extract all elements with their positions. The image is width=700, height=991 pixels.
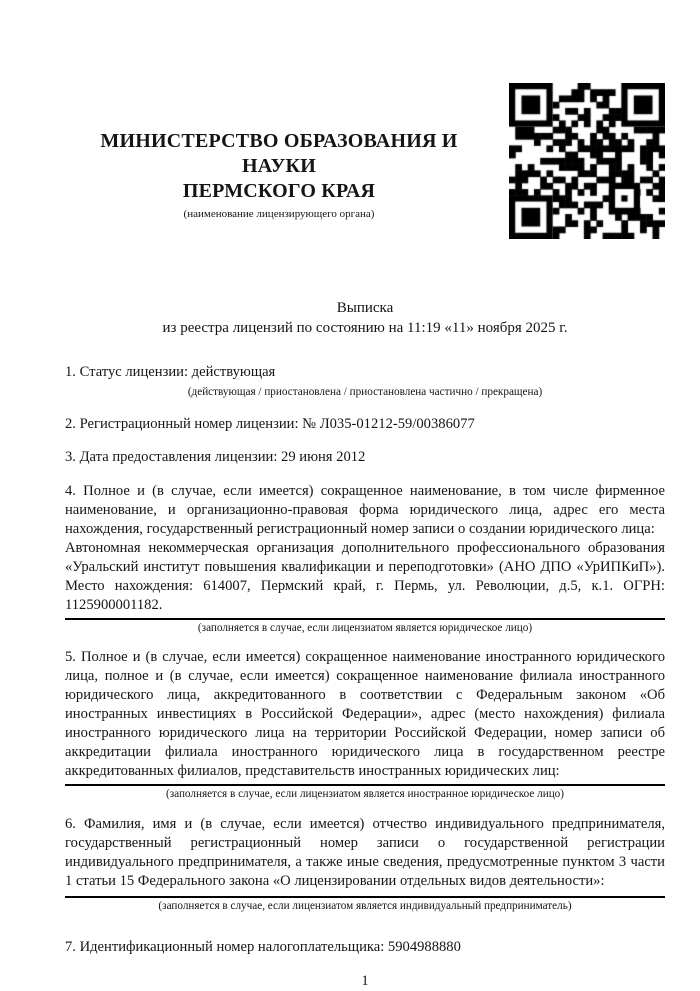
legal-entity-section <box>65 482 665 635</box>
grant-date-text: 3. Дата предоставления лицензии: 29 июня 2012 <box>65 449 366 465</box>
qr-code-container <box>509 83 665 239</box>
document-header <box>65 0 665 239</box>
foreign-entity-section <box>65 648 665 801</box>
foreign-entity-heading: 5. Полное и (в случае, если имеется) сокращенное наименование иностранного юридического лица, полное и (в случае, если имеется) сокращенное наименование филиала иностранного юридического лица, аккредитованного в соответствии с Федеральным законом «Об иностранных инвестициях в Российской Федерации», адрес (место нахождения) филиала иностранного юридического лица на территории Российской Федерации, номер записи об аккредитации филиала иностранного юридического лица в государственном реестре аккредитованных филиалов, представительств иностранных юридических лиц: <box>65 649 665 779</box>
document-title-line1: Выписка <box>336 300 394 316</box>
document-title <box>65 298 665 338</box>
entrepreneur-caption: (заполняется в случае, если лицензиатом является индивидуальный предприниматель) <box>158 900 572 912</box>
legal-entity-caption: (заполняется в случае, если лицензиатом является юридическое лицо) <box>197 622 533 634</box>
license-status-text: 1. Статус лицензии: действующая <box>65 364 276 380</box>
licensing-authority-block <box>65 83 493 221</box>
registration-number-text: 2. Регистрационный номер лицензии: № Л035-01212-59/00386077 <box>65 416 475 432</box>
ministry-caption: (наименование лицензирующего органа) <box>183 208 375 220</box>
legal-entity-heading: 4. Полное и (в случае, если имеется) сокращенное наименование, в том числе фирменное наименование, и организационно-правовая форма юридического лица, адрес его места нахождения, государственный регистрационный номер записи о создании юридического лица: <box>65 483 665 537</box>
fill-in-rule-foreign-entity <box>65 784 665 786</box>
legal-entity-value: Автономная некоммерческая организация дополнительного профессионального образования «Уральский институт повышения квалификации и переподготовки» (АНО ДПО «УрИПКиП»). Место нахождения: 614007, Пермский край, г. Пермь, ул. Революции, д.5, к.1. ОГРН: 1125900001182. <box>65 540 665 613</box>
page-number: 1 <box>361 973 369 989</box>
taxpayer-id-text: 7. Идентификационный номер налогоплательщика: 5904988880 <box>65 939 461 955</box>
entrepreneur-section <box>65 815 665 913</box>
entrepreneur-heading: 6. Фамилия, имя и (в случае, если имеется) отчество индивидуального предпринимателя, государственный регистрационный номер записи о государственной регистрации индивидуального предпринимателя, а также иные сведения, предусмотренные пунктом 3 части 1 статьи 15 Федерального закона «О лицензировании отдельных видов деятельности»: <box>65 816 665 889</box>
fill-in-rule-legal-entity <box>65 618 665 620</box>
ministry-name-line1: МИНИСТЕРСТВО ОБРАЗОВАНИЯ И НАУКИ <box>100 130 458 177</box>
qr-code-icon <box>509 83 665 239</box>
license-status-options-caption: (действующая / приостановлена / приостановлена частично / прекращена) <box>187 386 543 398</box>
ministry-name-line2: ПЕРМСКОГО КРАЯ <box>182 180 376 202</box>
document-title-line2: из реестра лицензий по состоянию на 11:19 «11» ноября 2025 г. <box>162 320 568 336</box>
fill-in-rule-entrepreneur <box>65 896 665 898</box>
foreign-entity-caption: (заполняется в случае, если лицензиатом является иностранное юридическое лицо) <box>165 788 564 800</box>
